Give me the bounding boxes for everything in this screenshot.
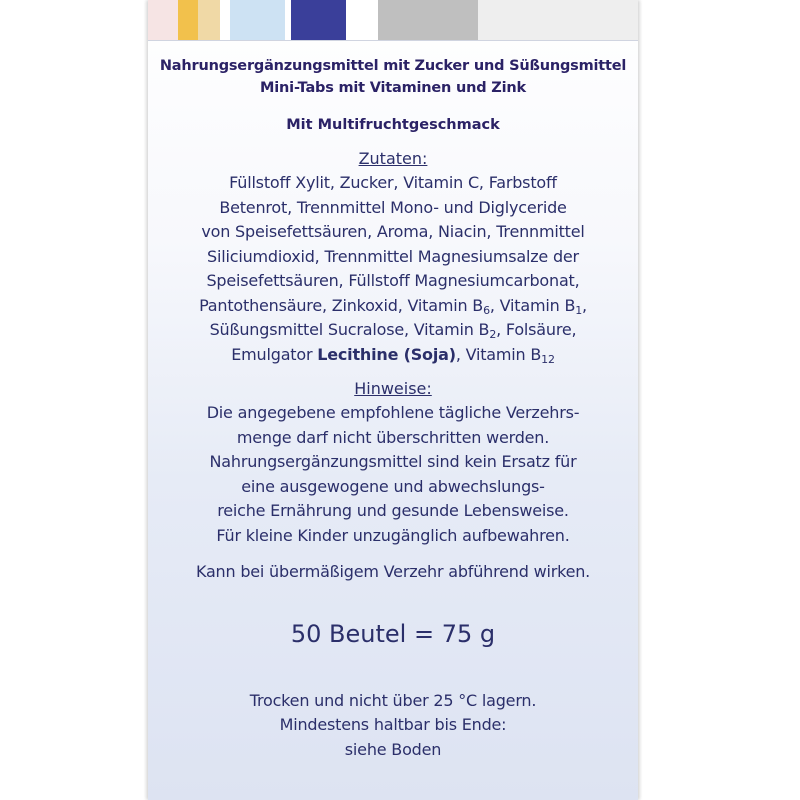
storage-line: siehe Boden xyxy=(344,739,442,759)
strip-segment-5 xyxy=(230,0,285,40)
flavor-label: Mit Multifruchtgeschmack xyxy=(286,117,500,133)
ingredients-list xyxy=(148,171,638,367)
ingredients-line: Betenrot, Trennmittel Mono- und Diglyceride xyxy=(219,197,567,217)
allergen-text: Lecithine (Soja) xyxy=(317,344,456,364)
ingredients-text: Emulgator xyxy=(231,344,318,364)
notes-line: Kann bei übermäßigem Verzehr abführend wirken. xyxy=(195,562,591,581)
title-line-2: Mini-Tabs mit Vitaminen und Zink xyxy=(260,80,526,96)
package-top-strip xyxy=(148,0,638,41)
storage-line: Trocken und nicht über 25 °C lagern. xyxy=(249,690,537,710)
notes-line: Nahrungsergänzungsmittel sind kein Ersatz für xyxy=(209,452,577,471)
notes-line: Für kleine Kinder unzugänglich aufbewahren. xyxy=(216,525,570,545)
ingredients-text: , Vitamin B xyxy=(455,344,542,364)
strip-segment-8 xyxy=(346,0,378,40)
strip-segment-4 xyxy=(220,0,230,40)
package-panel xyxy=(148,0,638,800)
notes-line: eine ausgewogene und abwechslungs- xyxy=(241,476,545,496)
notes-list xyxy=(148,401,638,585)
notes-line: menge darf nicht überschritten werden. xyxy=(236,427,550,447)
notes-heading: Hinweise: xyxy=(354,379,432,398)
strip-segment-1 xyxy=(148,0,178,40)
ingredients-text: , xyxy=(582,295,587,315)
strip-segment-10 xyxy=(478,0,638,40)
strip-segment-3 xyxy=(198,0,220,40)
ingredients-text: , Vitamin B xyxy=(489,295,576,315)
ingredients-line: Füllstoff Xylit, Zucker, Vitamin C, Farbstoff xyxy=(229,173,557,192)
notes-line: reiche Ernährung und gesunde Lebensweise. xyxy=(217,501,569,520)
label-text xyxy=(148,55,638,762)
storage-line: Mindestens haltbar bis Ende: xyxy=(279,715,507,734)
net-weight: 50 Beutel = 75 g xyxy=(290,619,496,648)
subscript: 12 xyxy=(541,352,555,366)
ingredients-text: , Folsäure, xyxy=(496,320,577,339)
subscript: 6 xyxy=(483,303,490,317)
ingredients-line xyxy=(148,343,638,368)
notes-line: Die angegebene empfohlene tägliche Verzehrs- xyxy=(206,403,580,422)
ingredients-line: von Speisefettsäuren, Aroma, Niacin, Trennmittel xyxy=(201,222,585,241)
subscript: 2 xyxy=(489,328,497,341)
strip-segment-7 xyxy=(291,0,346,40)
spacer xyxy=(148,548,638,560)
strip-segment-9 xyxy=(378,0,478,40)
ingredients-line: Speisefettsäuren, Füllstoff Magnesiumcarbonat, xyxy=(206,271,580,290)
title-line-1: Nahrungsergänzungsmittel mit Zucker und Süßungsmittel xyxy=(159,58,627,74)
subscript: 1 xyxy=(575,303,583,317)
ingredients-text: Süßungsmittel Sucralose, Vitamin B xyxy=(209,320,490,339)
storage-info xyxy=(148,689,638,763)
product-title xyxy=(148,55,638,99)
ingredients-line: Siliciumdioxid, Trennmittel Magnesiumsalze der xyxy=(207,246,579,266)
ingredients-text: Pantothensäure, Zinkoxid, Vitamin B xyxy=(199,295,484,315)
ingredients-heading: Zutaten: xyxy=(358,149,428,168)
strip-segment-2 xyxy=(178,0,198,40)
ingredients-line xyxy=(148,294,638,319)
ingredients-line xyxy=(148,318,638,343)
